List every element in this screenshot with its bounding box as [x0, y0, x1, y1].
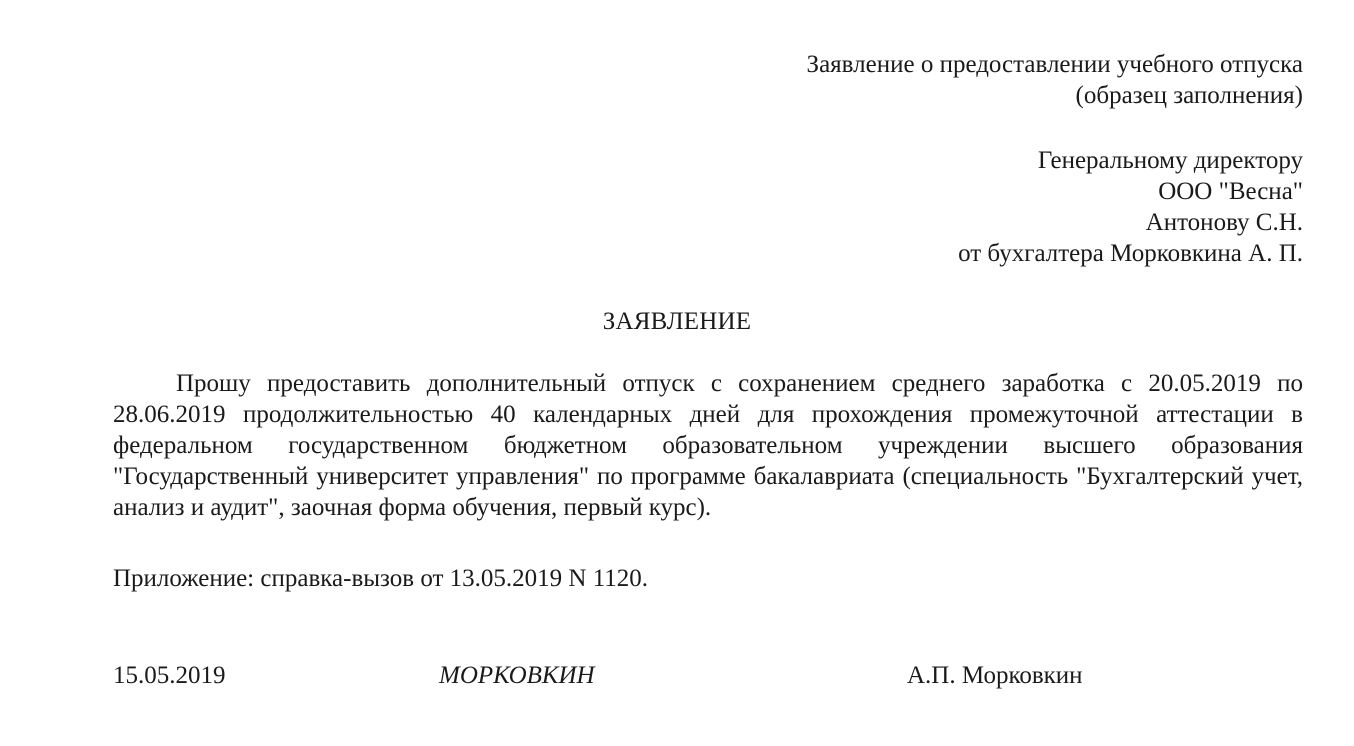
body-paragraph: Прошу предоставить дополнительный отпуск с сохранением среднего заработка с 20.05.2019 по 28.06.2019 продолжительностью 40 календарных дней для прохождения промежуточной аттестации в федеральном государственном бюджетном образовательном учреждении высшего образования "Государственный университет управления" по программе бакалавриата (специальность "Бухгалтерский учет, анализ и аудит", заочная форма обучения, первый курс).: [113, 370, 1303, 521]
caption-line-title: Заявление о предоставлении учебного отпуска: [806, 51, 1303, 78]
signatory-name: А.П. Морковкин: [907, 662, 1083, 689]
addressee-position: Генеральному директору: [1037, 147, 1303, 174]
document-caption: [807, 49, 1303, 111]
addressee-block: [958, 145, 1303, 269]
attachment-line: Приложение: справка-вызов от 13.05.2019 N 1120.: [113, 565, 649, 592]
addressee-name: Антонову С.Н.: [1145, 209, 1303, 236]
document-body: [113, 368, 1303, 523]
caption-line-subtitle: (образец заполнения): [1075, 82, 1303, 109]
handwritten-signature: МОРКОВКИН: [439, 662, 595, 689]
sender-line: от бухгалтера Морковкина А. П.: [958, 240, 1303, 267]
document-title: ЗАЯВЛЕНИЕ: [602, 308, 752, 335]
addressee-company: ООО "Весна": [1158, 178, 1303, 205]
signature-date: 15.05.2019: [113, 662, 226, 689]
